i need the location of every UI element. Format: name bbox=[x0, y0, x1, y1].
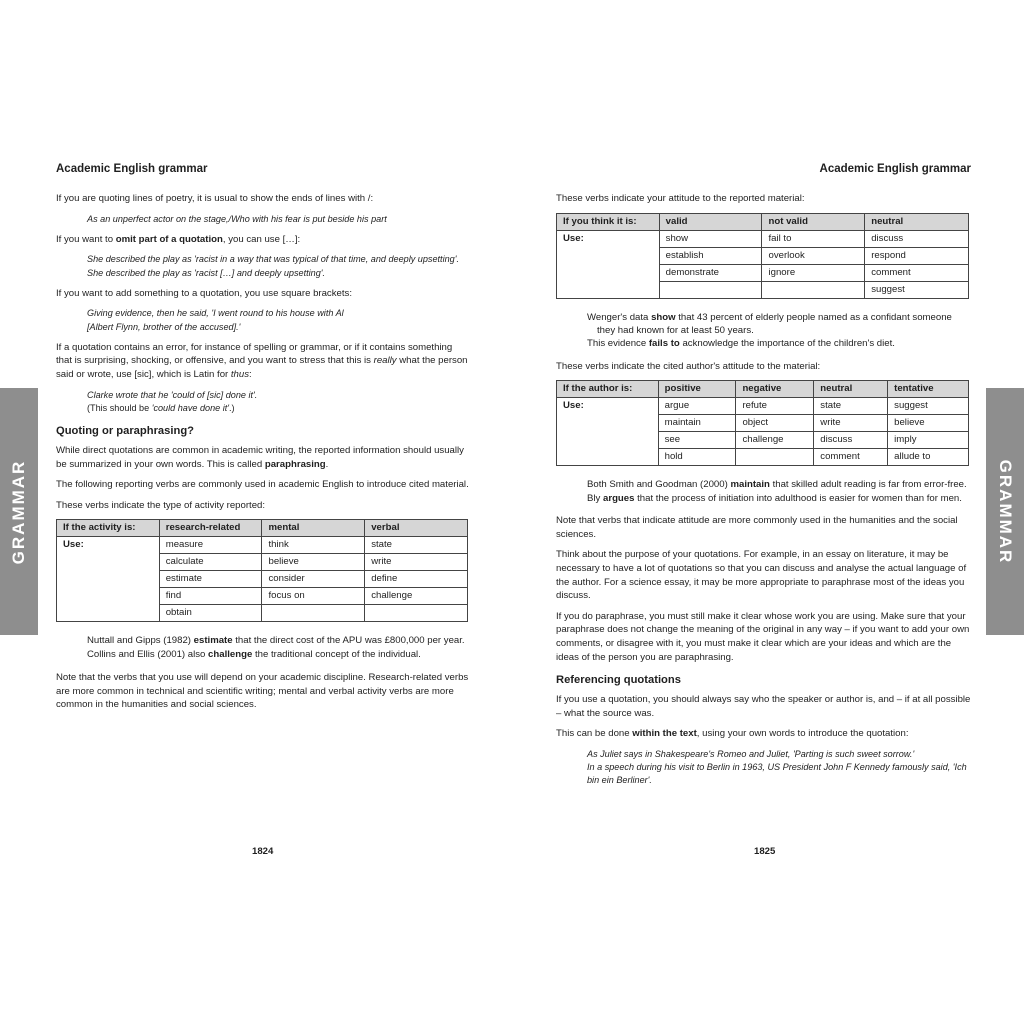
example-reporting-verbs: Nuttall and Gipps (1982) estimate that the direct cost of the APU was £800,000 per year. Collins and Ellis (2001) also challenge the traditional concept of the individual. bbox=[87, 635, 465, 660]
para-omit: If you want to omit part of a quotation, you can use […]: bbox=[56, 233, 301, 245]
grammar-tab-label: GRAMMAR bbox=[996, 459, 1015, 564]
example-referencing: As Juliet says in Shakespeare's Romeo and Juliet, 'Parting is such sweet sorrow.' In a speech during his visit to Berlin in 1963, US President John F Kennedy famously said, 'Ich bin ein Berliner'. bbox=[587, 748, 967, 786]
grammar-side-tab bbox=[986, 388, 1024, 635]
attitude-verbs-table bbox=[556, 213, 969, 299]
table-row: see challenge discuss imply bbox=[557, 432, 969, 449]
table-header-row: If you think it is: valid not valid neutral bbox=[557, 213, 969, 230]
page-number: 1824 bbox=[252, 846, 274, 857]
table-row: demonstrate ignore comment bbox=[557, 264, 969, 281]
para-within-text: This can be done within the text, using your own words to introduce the quotation: bbox=[556, 728, 909, 740]
para-purpose: Think about the purpose of your quotations. For example, in an essay on literature, it may be necessary to have a lot of quotations so that you can discuss and analyse the actual language of the author. For a science essay, it may be more appropriate to paraphrase most of the ideas you discuss. bbox=[556, 549, 967, 602]
table-row: obtain bbox=[57, 605, 468, 622]
table-row: find focus on challenge bbox=[57, 588, 468, 605]
table-header-row: If the activity is: research-related mental verbal bbox=[57, 520, 468, 537]
para-discipline-note: Note that the verbs that you use will depend on your academic discipline. Research-related verbs are more common in technical and scientific writing; mental and verbal activity verbs are more common in the humanities and social sciences. bbox=[56, 672, 469, 711]
heading-referencing-quotations: Referencing quotations bbox=[556, 674, 681, 687]
running-head: Academic English grammar bbox=[819, 163, 971, 175]
para-square-brackets: If you want to add something to a quotation, you use square brackets: bbox=[56, 287, 352, 299]
example-poetry: As an unperfect actor on the stage,/Who with his fear is put beside his part bbox=[87, 213, 387, 224]
example-author-verbs: Both Smith and Goodman (2000) maintain that skilled adult reading is far from error-free. Bly argues that the process of initiation into adulthood is easier for women than for men. bbox=[587, 479, 967, 504]
para-direct-quotations: While direct quotations are common in academic writing, the reported information should usually be summarized in your own words. This is called paraphrasing. bbox=[56, 444, 464, 470]
para-sic: If a quotation contains an error, for instance of spelling or grammar, or if it contains something that is surprising, shocking, or offensive, and you want to stress that this is really what the person said or wrote, use [sic], which is Latin for thus: bbox=[56, 341, 468, 380]
right-column bbox=[556, 163, 971, 795]
table-row: suggest bbox=[557, 281, 969, 298]
para-paraphrase: If you do paraphrase, you must still make it clear whose work you are using. Make sure that your paraphrase does not change the meaning of the original in any way – if you want to add your own comments, or disagree with it, you must make it clear which are your ideas and which are the ideas of the person you are paraphrasing. bbox=[556, 610, 970, 663]
grammar-side-tab bbox=[0, 388, 38, 635]
table-row: estimate consider define bbox=[57, 571, 468, 588]
table-header-row: If the author is: positive negative neutral tentative bbox=[557, 381, 969, 398]
heading-quoting-or-paraphrasing: Quoting or paraphrasing? bbox=[56, 424, 194, 437]
para-attitude: These verbs indicate your attitude to the reported material: bbox=[556, 193, 805, 204]
activity-verbs-table bbox=[56, 519, 468, 622]
example-sic: Clarke wrote that he 'could of [sic] done it'. (This should be 'could have done it'.) bbox=[87, 389, 258, 413]
example-square-brackets: Giving evidence, then he said, 'I went round to his house with Al [Albert Flynn, brother of the accused].' bbox=[87, 308, 344, 332]
para-poetry: If you are quoting lines of poetry, it is usual to show the ends of lines with /: bbox=[56, 193, 374, 204]
table-row: hold comment allude to bbox=[557, 449, 969, 466]
para-reporting-verbs: The following reporting verbs are commonly used in academic English to introduce cited material. bbox=[56, 479, 469, 491]
left-column bbox=[56, 163, 470, 719]
table-row: establish overlook respond bbox=[557, 247, 969, 264]
right-page bbox=[512, 0, 1024, 1024]
para-cited-author: These verbs indicate the cited author's attitude to the material: bbox=[556, 360, 821, 372]
para-activity-type: These verbs indicate the type of activity reported: bbox=[56, 499, 266, 511]
grammar-tab-label: GRAMMAR bbox=[9, 459, 28, 564]
para-attitude-note: Note that verbs that indicate attitude are more commonly used in the humanities and the social sciences. bbox=[556, 515, 958, 540]
page-number: 1825 bbox=[754, 846, 776, 857]
author-attitude-table bbox=[556, 380, 969, 466]
example-attitude-verbs: Wenger's data show that 43 percent of elderly people named as a confidant someone they had known for at least 50 years. This evidence fails to acknowledge the importance of the children's diet. bbox=[587, 311, 952, 350]
table-row: calculate believe write bbox=[57, 554, 468, 571]
table-row: maintain object write believe bbox=[557, 415, 969, 432]
running-head: Academic English grammar bbox=[56, 163, 208, 175]
table-row: Use: measure think state bbox=[57, 537, 468, 554]
table-row: Use: show fail to discuss bbox=[557, 230, 969, 247]
para-source: If you use a quotation, you should always say who the speaker or author is, and – if at all possible – what the source was. bbox=[556, 694, 971, 719]
table-row: Use: argue refute state suggest bbox=[557, 398, 969, 415]
example-omit: She described the play as 'racist in a way that was typical of that time, and deeply upsetting'. She described the play as 'racist […] and deeply upsetting'. bbox=[87, 254, 459, 278]
